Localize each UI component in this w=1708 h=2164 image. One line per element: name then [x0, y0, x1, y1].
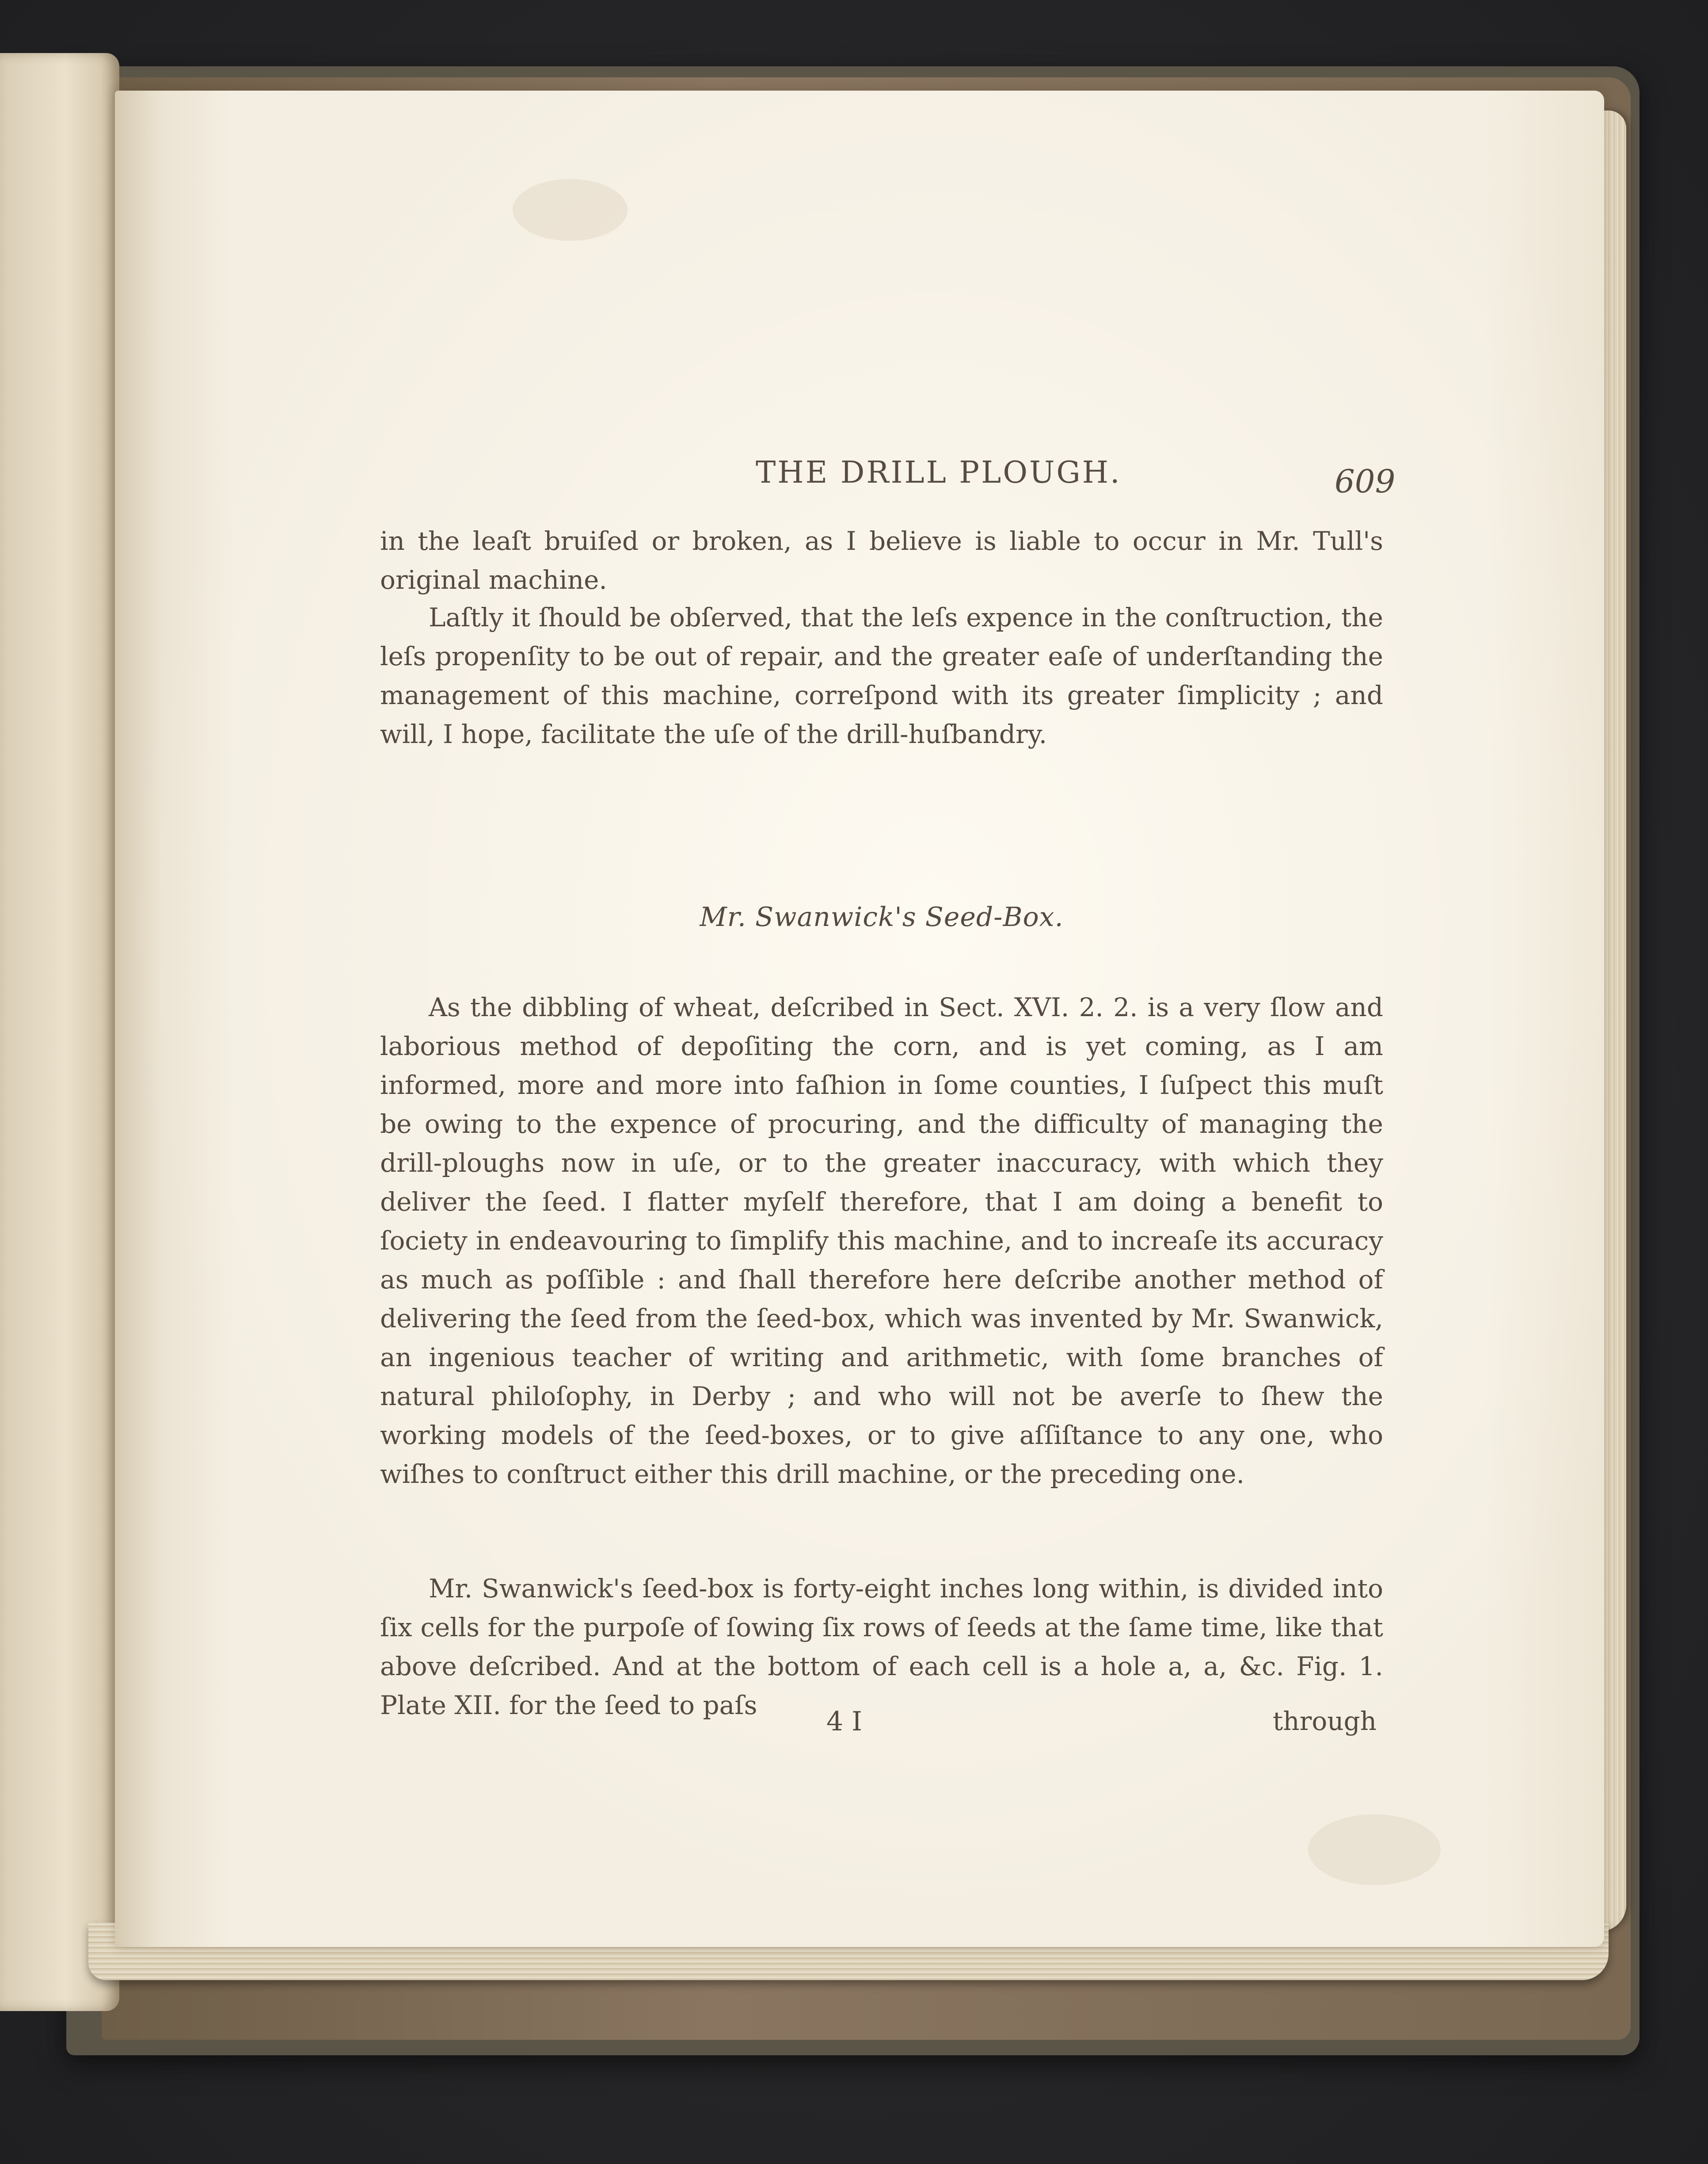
paragraph-dibbling — [380, 988, 1383, 1493]
page-number: 609 — [1335, 463, 1396, 500]
paragraph-text: Laſtly it ſhould be obſerved, that the leſs expence in the conſtruction, the leſs propenſity to be out of repair, and the greater eaſe of underſtanding the management of this machine, correſpond with its greater ſimplicity ; and will, I hope, facilitate the uſe of the drill-huſbandry. — [380, 602, 1383, 749]
paragraph-continuation — [380, 522, 1383, 599]
paper-stain — [1308, 1814, 1441, 1885]
catchword: through — [1273, 1706, 1377, 1736]
printed-page — [115, 91, 1604, 1947]
paragraph-text: As the dibbling of wheat, deſcribed in Sect. XVI. 2. 2. is a very ſlow and laborious method of depoſiting the corn, and is yet coming, as I am informed, more and more into faſhion in ſome counties, I ſuſpect this muſt be owing to the expence of procuring, and the difficulty of managing the drill-ploughs now in uſe, or to the greater inaccuracy, with which they deliver the ſeed. I flatter myſelf therefore, that I am doing a benefit to ſociety in endeavouring to ſimplify this machine, and to increaſe its accuracy as much as poſſible : and ſhall therefore here deſcribe another method of delivering the ſeed from the ſeed-box, which was invented by Mr. Swanwick, an ingenious teacher of writing and arithmetic, with ſome branches of natural philoſophy, in Derby ; and who will not be averſe to ſhew the working models of the ſeed-boxes, or to give aſſiſtance to any one, who wiſhes to conſtruct either this drill machine, or the preceding one. — [380, 992, 1383, 1489]
paragraph-text: in the leaſt bruiſed or broken, as I believe is liable to occur in Mr. Tull's original machine. — [380, 526, 1383, 595]
paper-stain — [513, 179, 628, 241]
facing-page-edge — [0, 53, 119, 2011]
paragraph-seed-box — [380, 1569, 1383, 1725]
running-head: THE DRILL PLOUGH. — [756, 455, 1122, 490]
paragraph-lastly — [380, 598, 1383, 754]
signature-mark: 4 I — [826, 1706, 862, 1737]
section-heading: Mr. Swanwick's Seed-Box. — [700, 902, 1064, 933]
paragraph-text: Mr. Swanwick's ſeed-box is forty-eight inches long within, is divided into ſix cells for the purpoſe of ſowing ſix rows of ſeeds at the ſame time, like that above deſcribed. And at the bottom of each cell is a hole a, a, &c. Fig. 1. Plate XII. for the ſeed to paſs — [380, 1573, 1383, 1720]
